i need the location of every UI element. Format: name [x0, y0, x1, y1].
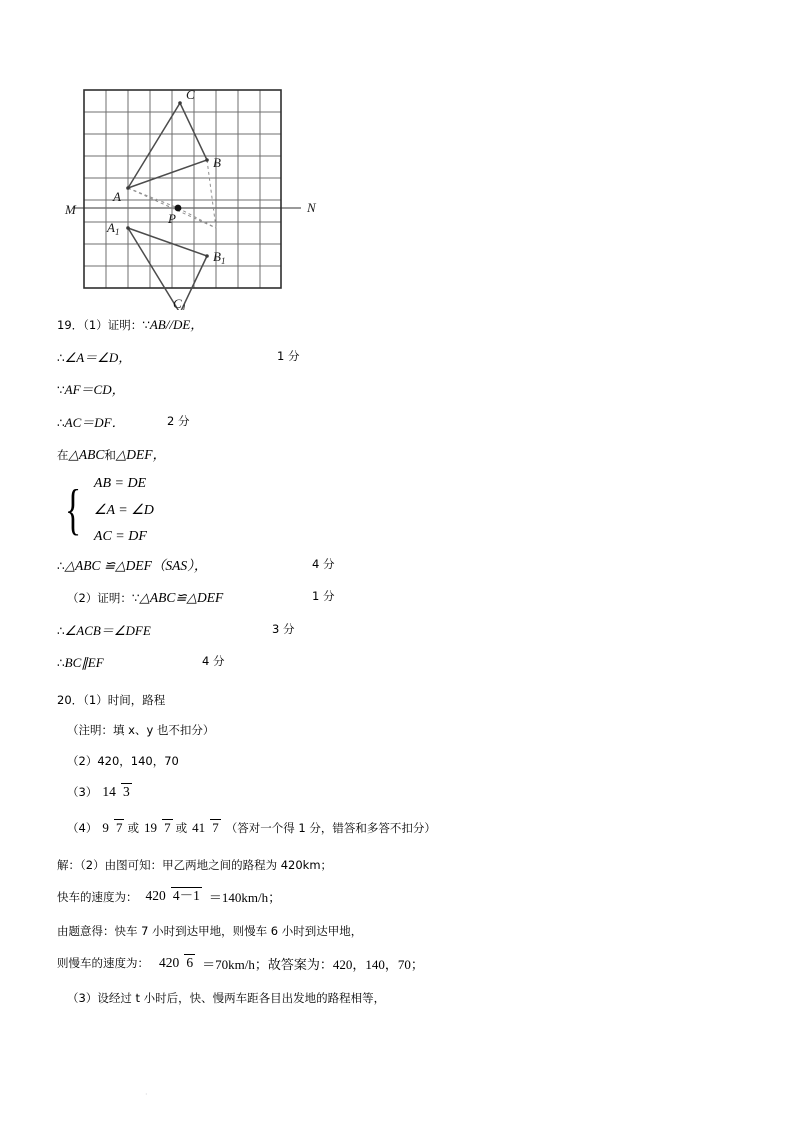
- q20-line-4: [57, 786, 757, 800]
- q19-line7-score: 1 分: [312, 589, 335, 603]
- q20-line5-suffix: （答对一个得 1 分，错答和多答不扣分）: [225, 821, 436, 836]
- q20-sol-5: （3）设经过 t 小时后，快、慢两车距各目出发地的路程相等，: [67, 991, 386, 1006]
- q20-line5-row: [67, 822, 757, 836]
- q19-line-9: [57, 656, 757, 670]
- fraction-denominator: 4－1: [172, 888, 200, 904]
- equation-system-rows: [86, 476, 154, 545]
- fraction-numerator: 14: [102, 784, 116, 799]
- therefore-icon: ∴: [57, 623, 65, 638]
- q19-line5-cn-b: 和: [104, 448, 116, 462]
- system-eq-2: ∠A = ∠D: [93, 502, 154, 518]
- vertex-dot-b: [205, 158, 209, 162]
- fraction-numerator: 19: [143, 820, 157, 836]
- because-icon: ∵: [142, 318, 150, 332]
- q19-line5-t2: △DEF，: [115, 447, 167, 462]
- q20-line-2: （注明：填 x、y 也不扣分）: [67, 723, 215, 737]
- q19-line-3: [57, 383, 757, 397]
- fraction-420-over-4-minus-1: [144, 889, 202, 903]
- fraction-41-7: [190, 821, 221, 835]
- q20-line-3: （2）420，140，70: [67, 753, 179, 768]
- fraction-denominator: 7: [212, 820, 219, 836]
- fraction-numerator: 420: [159, 954, 180, 970]
- q20-line5-prefix: （4）: [67, 821, 98, 836]
- triangle-a1b1c1: [128, 228, 207, 310]
- left-brace-icon: {: [65, 478, 82, 541]
- fraction-denominator: 6: [186, 954, 194, 970]
- q20-sol-3: 由题意得：快车 7 小时到达甲地，则慢车 6 小时到达甲地，: [57, 924, 363, 939]
- q19-line1-math: AB//DE，: [149, 317, 204, 332]
- rotation-symmetry-diagram: [55, 60, 375, 310]
- q20-sol2-row: [57, 890, 757, 904]
- q20-line5-sep-1: 或: [127, 821, 139, 836]
- q20-sol-4: [57, 954, 757, 972]
- therefore-icon: ∴: [57, 656, 65, 670]
- q19-line8-score: 3 分: [272, 621, 295, 636]
- system-eq-3: AC = DF: [93, 528, 147, 544]
- fraction-numerator: 41: [192, 820, 206, 836]
- vertex-dot-b1: [205, 254, 209, 258]
- q19-line3-math: AF＝CD，: [64, 382, 125, 397]
- q20-sol2-prefix: 快车的速度为：: [57, 889, 138, 904]
- q19-line-8: [57, 621, 757, 638]
- therefore-icon: ∴: [57, 558, 65, 573]
- fraction-denominator: 3: [122, 784, 130, 799]
- fraction-numerator: 420: [145, 888, 166, 904]
- fraction-denominator: 7: [164, 820, 171, 836]
- q20-sol4-prefix: 则慢车的速度为：: [57, 956, 149, 971]
- q20-sol-2: [57, 890, 757, 904]
- q19-line2-score: 1 分: [277, 348, 300, 363]
- q20-sol4-row: [57, 954, 757, 972]
- vertex-dot-a1: [126, 226, 130, 230]
- q19-line-5: [57, 448, 757, 462]
- q19-line6-score: 4 分: [312, 556, 335, 571]
- q20-line-5: [57, 822, 757, 836]
- q20-line5-sep-2: 或: [175, 821, 188, 836]
- vertex-dot-a: [126, 186, 130, 190]
- q20-sol-1: 解：（2）由图可知：甲乙两地之间的路程为 420km；: [57, 857, 333, 872]
- q19-line4-math: AC＝DF．: [64, 414, 125, 430]
- q19-line-7: [57, 591, 757, 605]
- label-n: N: [307, 200, 316, 215]
- q20-sol2-suffix: ＝140km/h；: [208, 889, 282, 905]
- q20-sol4-suffix: ＝70km/h；故答案为：420，140，70；: [202, 956, 424, 972]
- fraction-19-7: [142, 821, 173, 835]
- because-icon: ∵: [131, 591, 140, 605]
- fraction-numerator: 9: [102, 820, 109, 836]
- q20-line4-prefix: （3）: [67, 785, 98, 800]
- label-c1: $C_1$: [173, 296, 187, 310]
- q19-line-2: [57, 348, 757, 365]
- q19-line8-math: ∠ACB＝∠DFE: [64, 622, 151, 638]
- equation-system: [57, 476, 757, 545]
- footer-mark: ·: [145, 1090, 149, 1099]
- label-p: P: [168, 211, 176, 226]
- q19-line7-math: △ABC≌△DEF: [139, 590, 224, 605]
- q19-line7-prefix: （2）证明：: [67, 591, 132, 605]
- system-eq-1: AB = DE: [93, 475, 147, 491]
- q19-line6-math: △ABC ≌△DEF（SAS），: [64, 557, 208, 573]
- vertex-dot-c: [178, 101, 182, 105]
- label-c: C: [186, 87, 195, 102]
- answer-body: [57, 318, 757, 1024]
- label-a1: $A_1$: [107, 220, 120, 237]
- triangle-abc: [128, 103, 207, 188]
- label-a: A: [113, 189, 121, 204]
- fraction-420-6: [157, 956, 195, 970]
- q19-line9-score: 4 分: [202, 654, 225, 668]
- label-b: B: [213, 155, 221, 170]
- q20-line-1: 20．（1）时间，路程: [57, 692, 166, 707]
- fraction-14-3: [100, 785, 131, 799]
- q19-line1-prefix: 19．（1）证明：: [57, 318, 143, 332]
- label-b1: $B_1$: [213, 249, 226, 266]
- q19-line9-math: BC∥EF: [64, 655, 104, 670]
- q19-line5-cn-a: 在: [57, 448, 69, 462]
- q20-line4-row: [67, 786, 757, 800]
- therefore-icon: ∴: [57, 350, 65, 365]
- therefore-icon: ∴: [57, 415, 65, 430]
- because-icon: ∵: [57, 383, 65, 397]
- fraction-denominator: 7: [115, 820, 123, 836]
- fraction-9-7: [100, 821, 124, 835]
- q19-line-6: [57, 556, 757, 573]
- q19-line4-score: 2 分: [167, 413, 190, 428]
- q19-line-1: [57, 318, 757, 332]
- q19-line5-t1: △ABC: [68, 447, 105, 462]
- label-m: M: [65, 202, 76, 217]
- geometry-figure: [55, 60, 375, 310]
- q19-line-4: [57, 413, 757, 430]
- q19-line2-math: ∠A＝∠D，: [64, 349, 132, 365]
